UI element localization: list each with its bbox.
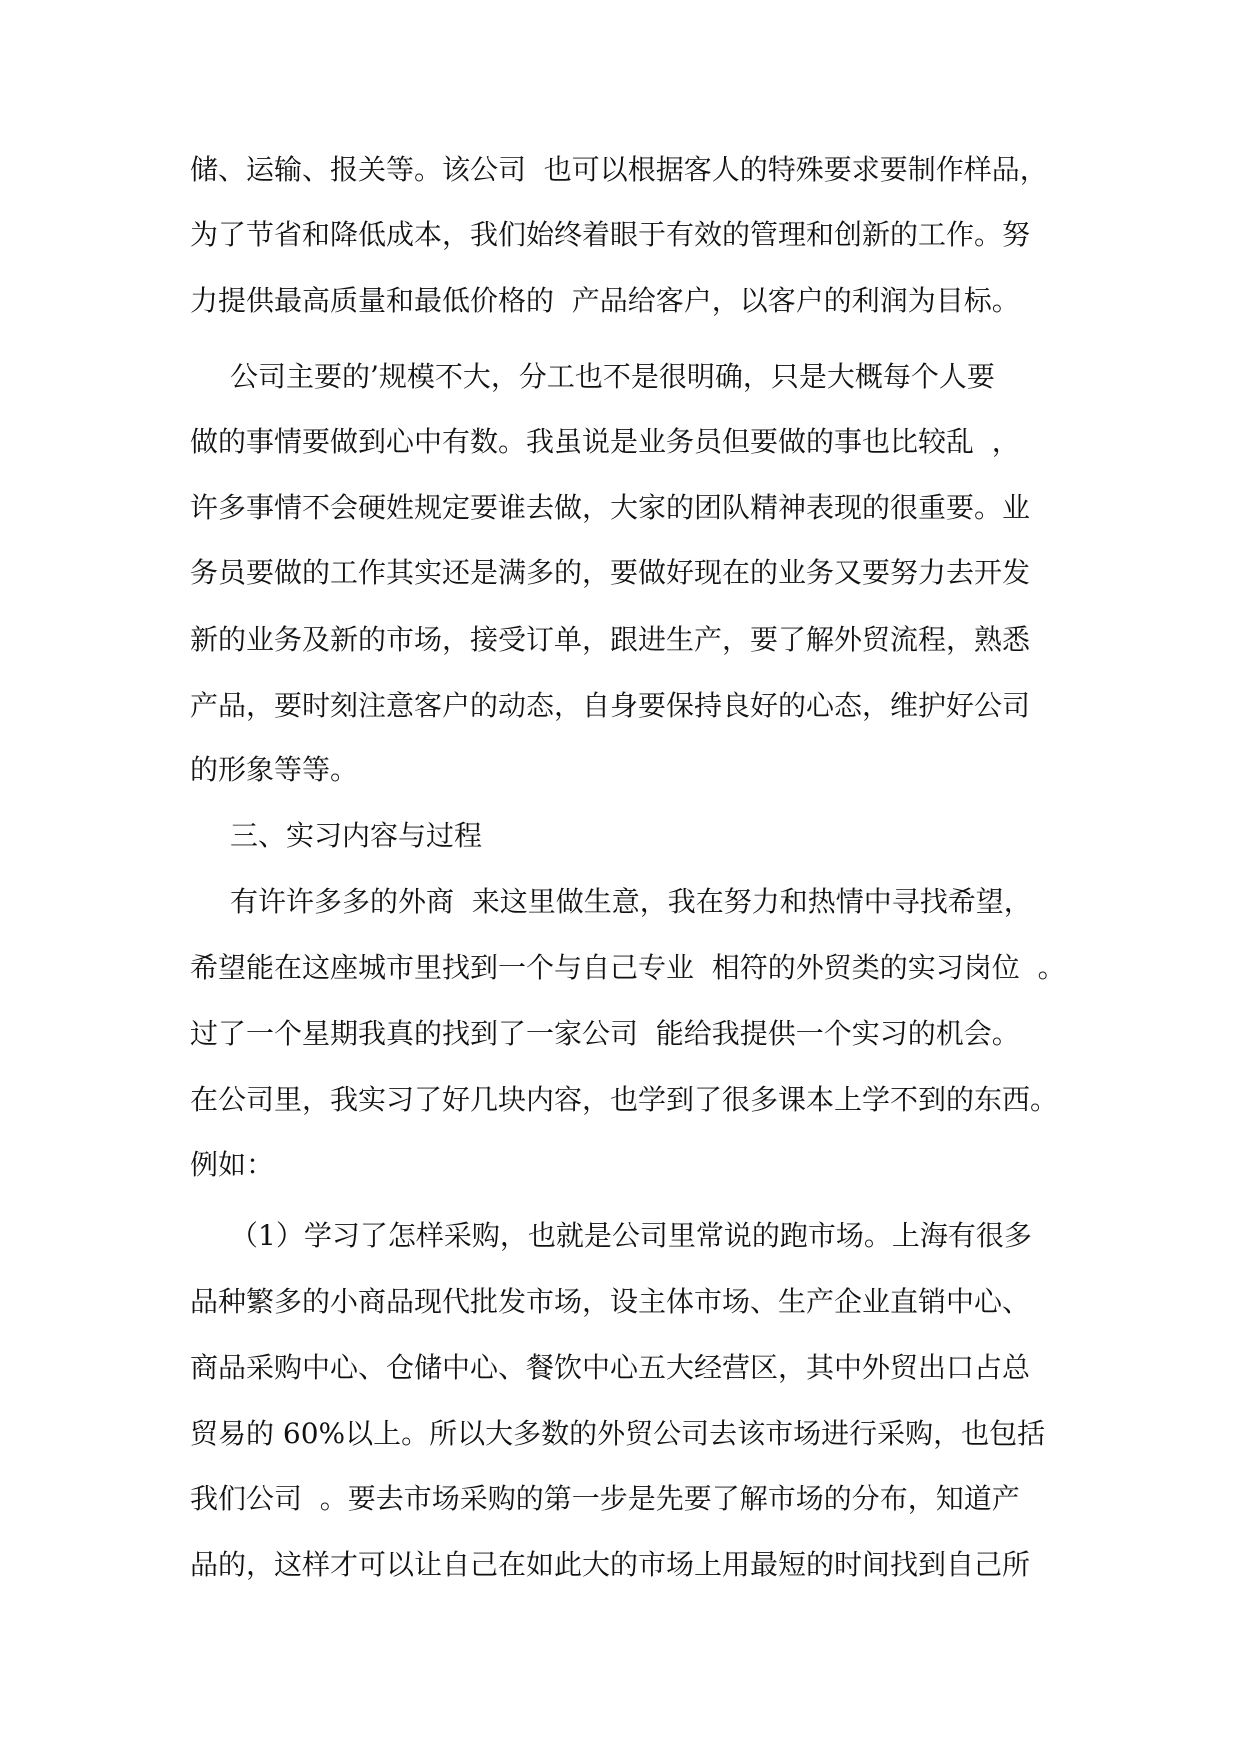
text-line-5: 做的事情要做到心中有数。我虽说是业务员但要做的事也比较乱 ， xyxy=(190,425,1020,458)
text-line-3: 力提供最高质量和最低价格的 产品给客户，以客户的利润为目标。 xyxy=(190,284,1020,317)
text-line-2: 为了节省和降低成本，我们始终着眼于有效的管理和创新的工作。努 xyxy=(190,218,1031,251)
text-line-8: 新的业务及新的市场，接受订单，跟进生产，要了解外贸流程，熟悉 xyxy=(190,623,1031,656)
text-line-9: 产品，要时刻注意客户的动态，自身要保持良好的心态，维护好公司 xyxy=(190,689,1031,722)
text-line-20: 贸易的 60%以上。所以大多数的外贸公司去该市场进行采购，也包括 xyxy=(190,1417,1046,1450)
text-line-1: 储、运输、报关等。该公司 也可以根据客人的特殊要求要制作样品， xyxy=(190,153,1048,186)
text-line-10: 的形象等等。 xyxy=(190,753,359,786)
text-line-4: 公司主要的’规模不大，分工也不是很明确，只是大概每个人要 xyxy=(230,360,995,393)
text-line-19: 商品采购中心、仓储中心、餐饮中心五大经营区，其中外贸出口占总 xyxy=(190,1351,1031,1384)
text-line-6: 许多事情不会硬姓规定要谁去做，大家的团队精神表现的很重要。业 xyxy=(190,491,1031,524)
text-line-14: 过了一个星期我真的找到了一家公司 能给我提供一个实习的机会。 xyxy=(190,1017,1020,1050)
text-line-21: 我们公司 。要去市场采购的第一步是先要了解市场的分布，知道产 xyxy=(190,1482,1020,1515)
text-line-13: 希望能在这座城市里找到一个与自己专业 相符的外贸类的实习岗位 。 xyxy=(190,951,1066,984)
text-line-12: 有许许多多的外商 来这里做生意，我在努力和热情中寻找希望， xyxy=(230,885,1032,918)
section-heading: 三、实习内容与过程 xyxy=(230,819,483,852)
text-line-17: （1）学习了怎样采购，也就是公司里常说的跑市场。上海有很多 xyxy=(230,1219,1032,1252)
text-line-18: 品种繁多的小商品现代批发市场，设主体市场、生产企业直销中心、 xyxy=(190,1285,1031,1318)
text-line-16: 例如： xyxy=(190,1148,275,1181)
text-line-7: 务员要做的工作其实还是满多的，要做好现在的业务又要努力去开发 xyxy=(190,556,1031,589)
text-line-22: 品的，这样才可以让自己在如此大的市场上用最短的时间找到自己所 xyxy=(190,1548,1031,1581)
text-line-15: 在公司里，我实习了好几块内容，也学到了很多课本上学不到的东西。 xyxy=(190,1083,1059,1116)
